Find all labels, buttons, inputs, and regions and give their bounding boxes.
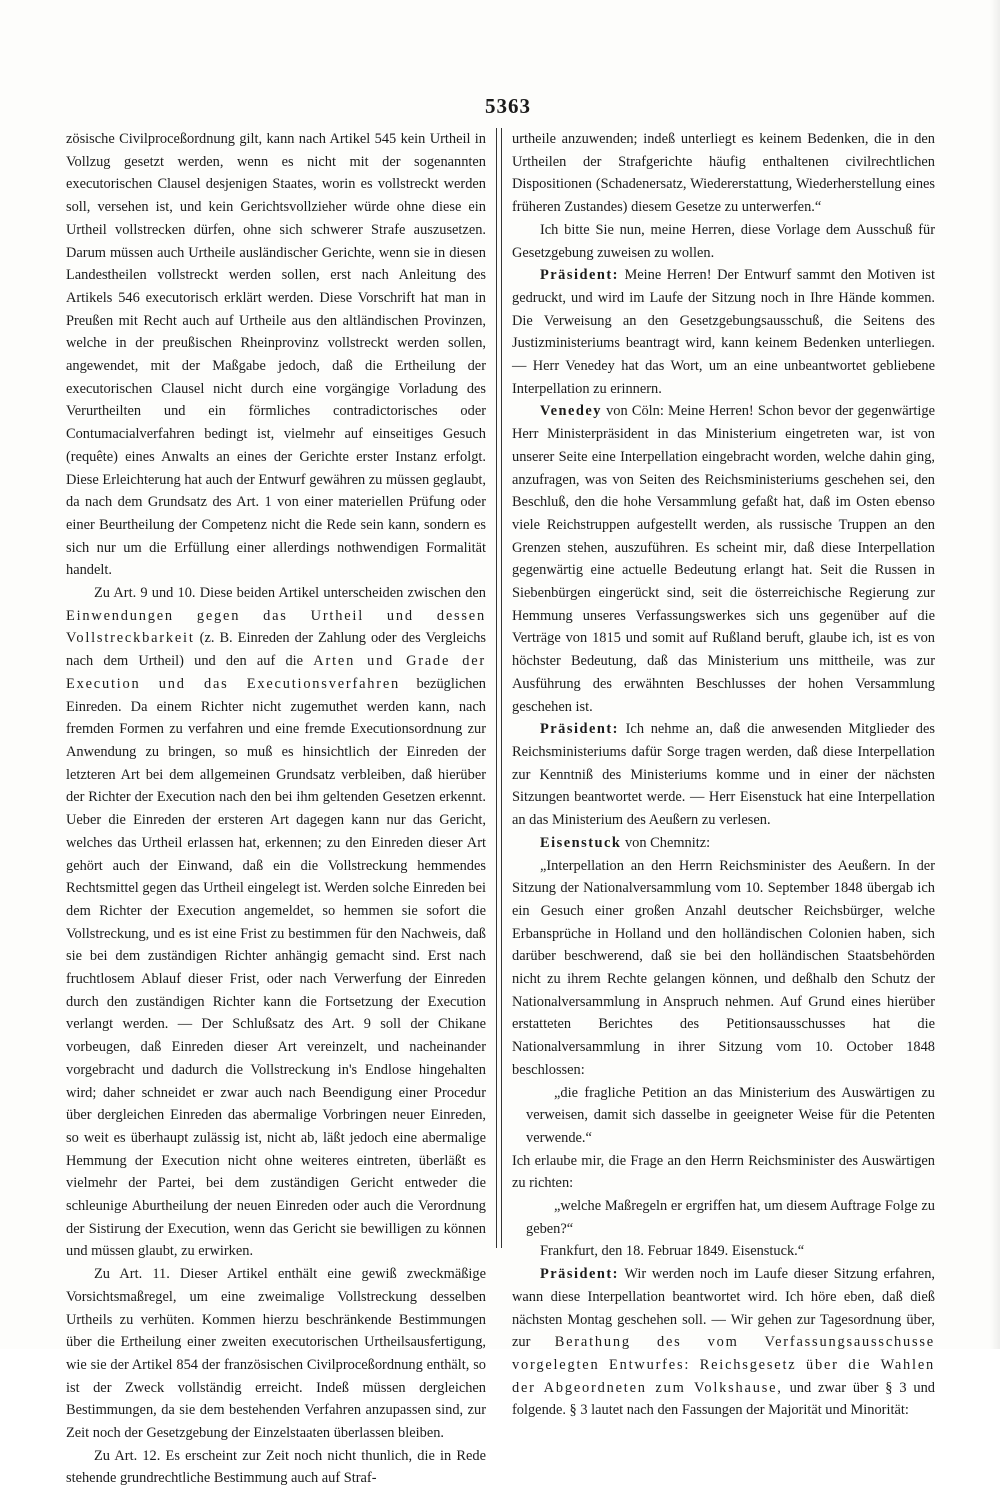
right-column: [512, 128, 935, 1419]
speaker-name: Venedey: [540, 403, 602, 420]
agenda-item-spaced: Berathung des vom Verfassungsausschusse vorgelegten Entwurfes: Reichsgesetz über die Wahlen der Abgeordneten zum Volkshause,: [512, 1334, 935, 1396]
paragraph-rest: bezüglichen Einreden. Da einem Richter nicht zugemuthet werden kann, nach fremden Formen zu verfahren und eine fremde Executionsordnung zur Anwendung zu bringen, so muß es hinsichtlich der Einreden der letzteren Art bei dem allgemeinen Grundsatz verbleiben, daß hierüber der Richter der Execution nach den bei ihm geltenden Gesetzen erkennt. Ueber die Einreden der ersteren Art dagegen kann nur das Gericht, welches das Urtheil erlassen hat, erkennen; zu den Einreden dieser Art gehört auch der Einwand, daß ein die Vollstreckung hemmendes Rechtsmittel gegen das Urtheil eingelegt ist. Werden solche Einreden bei dem Richter der Execution angemeldet, so hemmen sie sofort die Vollstreckung, und es ist eine Frist zu bestimmen für den Nachweis, daß sie bei dem zuständigen Richter anhängig gemacht sind. Erst nach fruchtlosem Ablauf dieser Frist, oder nach Verwerfung der Einreden durch den zuständigen Richter kann die Fortsetzung der Execution verlangt werden. — Der Schlußsatz des Art. 9 soll der Chikane vorbeugen, daß Einreden dieser Art vereinzelt, und nacheinander vorgebracht und dadurch die Vollstreckung in's Endlose hingehalten wird; daher schneidet er zwar auch nach Beendigung einer Procedur über dergleichen Einreden das abermalige Vorbringen neuer Einreden, so weit es überhaupt zulässig ist, nicht ab, läßt jedoch eine abermalige Hemmung der Execution nicht ohne weiteres eintreten, überläßt es vielmehr der Partei, bei dem zuständigen Gericht entweder die schleunige Aburtheilung der neuen Einreden oder auch die Verordnung der Sistirung der Execution, wenn das Gericht sie bewilligen zu können und müssen glaubt, zu erwirken.: [66, 675, 486, 1260]
paragraph-criminal-judgments: urtheile anzuwenden; indeß unterliegt es keinem Bedenken, die in den Urtheilen der Strafgerichte häufig enthaltenen civilrechtlichen Dispositionen (Schadenersatz, Wiedererstattung, Wiederherstellung eines früheren Zustandes) diesem Gesetze zu unterwerfen.“: [512, 131, 935, 216]
speech-text: Wir werden noch im Laufe dieser Sitzung erfahren, wann diese Interpellation beantwortet wird. Ich höre eben, daß dieß nächsten Montag geschehen soll. — Wir gehen zur Tagesordnung über, zur: [512, 1266, 935, 1351]
paragraph-art-9-10: [66, 582, 486, 1263]
resolution-quote: „die fragliche Petition an das Ministerium des Auswärtigen zu verweisen, damit sich dasselbe in geeigneter Weise für die Petenten verwende.“: [526, 1084, 935, 1146]
left-column: [66, 128, 487, 1487]
paragraph-art-11: Zu Art. 11. Dieser Artikel enthält eine gewiß zweckmäßige Vorsichtsmaßregel, um eine zweimalige Vollstreckung desselben Urtheils zu verhüten. Kommen hierzu beschränkende Bestimmungen über die Ertheilung einer zweiten executorischen Urtheilsausfertigung, wie sie der Artikel 854 der französischen Civilproceßordnung enthält, so ist der Zweck vollständig erreicht. Indeß müssen dergleichen Bestimmungen, da sie dem bestehenden Verfahren anzupassen sind, zur Zeit noch der Gesetzgebung der Einzelstaaten überlassen bleiben.: [66, 1266, 486, 1442]
speech-text: Meine Herren! Der Entwurf sammt den Motiven ist gedruckt, und wird im Laufe der Sitzung noch in Ihre Hände kommen. Die Verweisung an den Gesetzgebungsausschuß, die Seitens des Justizministeriums beantragt wird, kann keinem Bedenken unterliegen. — Herr Venedey hat das Wort, um an eine unbeantwortet gebliebene Interpellation zu erinnern.: [512, 267, 935, 397]
paragraph-referral-request: Ich bitte Sie nun, meine Herren, diese Vorlage dem Ausschuß für Gesetzgebung zuweisen zu wollen.: [512, 221, 935, 261]
paragraph-lead: Zu Art. 9 und 10. Diese beiden Artikel unterscheiden zwischen den: [94, 585, 486, 602]
paragraph-middle: (z. B. Einreden der Zahlung oder des Vergleichs nach dem Urtheil) und den auf die: [66, 630, 486, 670]
spaced-phrase-execution: Arten und Grade der Execution und das Executionsverfahren: [66, 653, 487, 692]
question-quote: „welche Maßregeln er ergriffen hat, um diesem Auftrage Folge zu geben?“: [526, 1198, 935, 1237]
speaker-name: Präsident:: [540, 1266, 619, 1283]
speech-president-3: [512, 1263, 935, 1422]
interpellation-text: „Interpellation an den Herrn Reichsminister des Aeußern. In der Sitzung der Nationalversammlung vom 10. September 1848 übergab ich ein Gesuch einer großen Anzahl deutscher Reichsbürger, welche Erbansprüche in Holland und den holländischen Colonien haben, sich darüber beschwerend, daß sie bei den holländischen Staatsbehörden nicht zu ihrem Rechte gelangen können, und deßhalb den Schutz der Nationalversammlung in Anspruch nehmen. Auf Grund eines hierüber erstatteten Berichtes des Petitionsausschusses hat die Nationalversammlung in ihrer Sitzung vom 10. October 1848 beschlossen:: [512, 857, 935, 1078]
question-intro: Ich erlaube mir, die Frage an den Herrn Reichsminister des Auswärtigen zu richten:: [512, 1152, 935, 1192]
paragraph-art-12: Zu Art. 12. Es erscheint zur Zeit noch nicht thunlich, die in Rede stehende grundrechtliche Bestimmung auch auf Straf-: [66, 1447, 486, 1487]
speaker-name: Eisenstuck: [540, 834, 622, 851]
paragraph-execution-clause: zösische Civilproceßordnung gilt, kann nach Artikel 545 kein Urtheil in Vollzug gesetzt werden, wenn es nicht mit der sogenannten executorischen Clausel desjenigen Staates, worin es vollstreckt werden soll, versehen ist, und kein Gerichtsvollzieher würde ohne diese ein Urtheil vollstrecken dürfen, ohne sich schwerer Strafe auszusetzen. Darum müssen auch Urtheile ausländischer Gerichte, wenn sie in diesen Landestheilen vollstreckt werden sollen, erst nach Anleitung des Artikels 546 executorisch erklärt werden. Diese Vorschrift hat man in Preußen mit Recht auch auf Urtheile aus den altländischen Provinzen, welche in der preußischen Rheinprovinz vollstreckt werden sollen, angewendet, mit der Maßgabe jedoch, daß die Ertheilung der executorischen Clausel nicht durch eine vorgängige Vorladung des Verurtheilten und ein förmliches contradictorisches oder Contumacialverfahren bedingt ist, vielmehr auf einseitiges Gesuch (requête) eines Anwalts an eines der Gerichte erster Instanz erfolgt. Diese Erleichterung hat auch der Entwurf gewähren zu müssen geglaubt, da nach dem Grundsatz des Art. 1 von einer materiellen Prüfung oder einer Beurtheilung der Competenz nicht die Rede sein kann, sondern es sich nur um die Erfüllung einer allerdings nothwendigen Formalität handelt.: [66, 131, 486, 579]
speaker-place: von Cöln:: [606, 403, 664, 420]
speech-text: Meine Herren! Schon bevor der gegenwärtige Herr Ministerpräsident in das Ministerium eingetreten war, ist von unserer Seite eine Interpellation eingebracht worden, welche dahin ging, anzufragen, was von Seiten des Reichsministeriums geschehen sei, den Beschluß, den die hohe Versammlung gefaßt hat, daß im Osten ebenso viele Reichstruppen aufgestellt werden, als russische Truppen an den Grenzen stehen, auszuführen. Es scheint mir, daß diese Interpellation gegenwärtig eine actuelle Bedeutung erlangt hat. Seit die Russen in Siebenbürgen eingerückt sind, seit die österreichische Regierung zur Hemmung unseres Verfassungswerkes sich uns gegenüber auf die Verträge von 1815 und somit auf Rußland beruft, glaube ich, ist es von höchster Bedeutung, daß das Ministerium uns mittheile, was zur Ausführung des erwähnten Beschlusses der hohen Versammlung geschehen ist.: [512, 403, 935, 715]
page-number: 5363: [485, 94, 531, 118]
speech-president-2: [512, 718, 935, 832]
scan-shadow-edge: [990, 0, 1000, 1349]
speech-president-1: [512, 264, 935, 400]
speaker-name: Präsident:: [540, 721, 619, 738]
speech-text-end: und zwar über § 3 und folgende. § 3 lautet nach den Fassungen der Majorität und Minorität:: [512, 1379, 935, 1419]
spaced-phrase-objections: Einwendungen gegen das Urtheil und dessen Vollstreckbarkeit: [66, 607, 486, 647]
speaker-place: von Chemnitz:: [624, 834, 711, 851]
speech-text: Ich nehme an, daß die anwesenden Mitglieder des Reichsministeriums dafür Sorge tragen werden, daß diese Interpellation zur Kenntniß des Ministeriums komme und in einer der nächsten Sitzungen beantwortet werde. — Herr Eisenstuck hat eine Interpellation an das Ministerium des Aeußern zu verlesen.: [512, 721, 935, 829]
dateline-signature: Frankfurt, den 18. Februar 1849. Eisenstuck.“: [540, 1243, 805, 1260]
column-divider: [496, 128, 502, 1248]
speaker-name: Präsident:: [540, 267, 619, 284]
speech-venedey: [512, 400, 935, 718]
speech-eisenstuck: [512, 832, 935, 855]
